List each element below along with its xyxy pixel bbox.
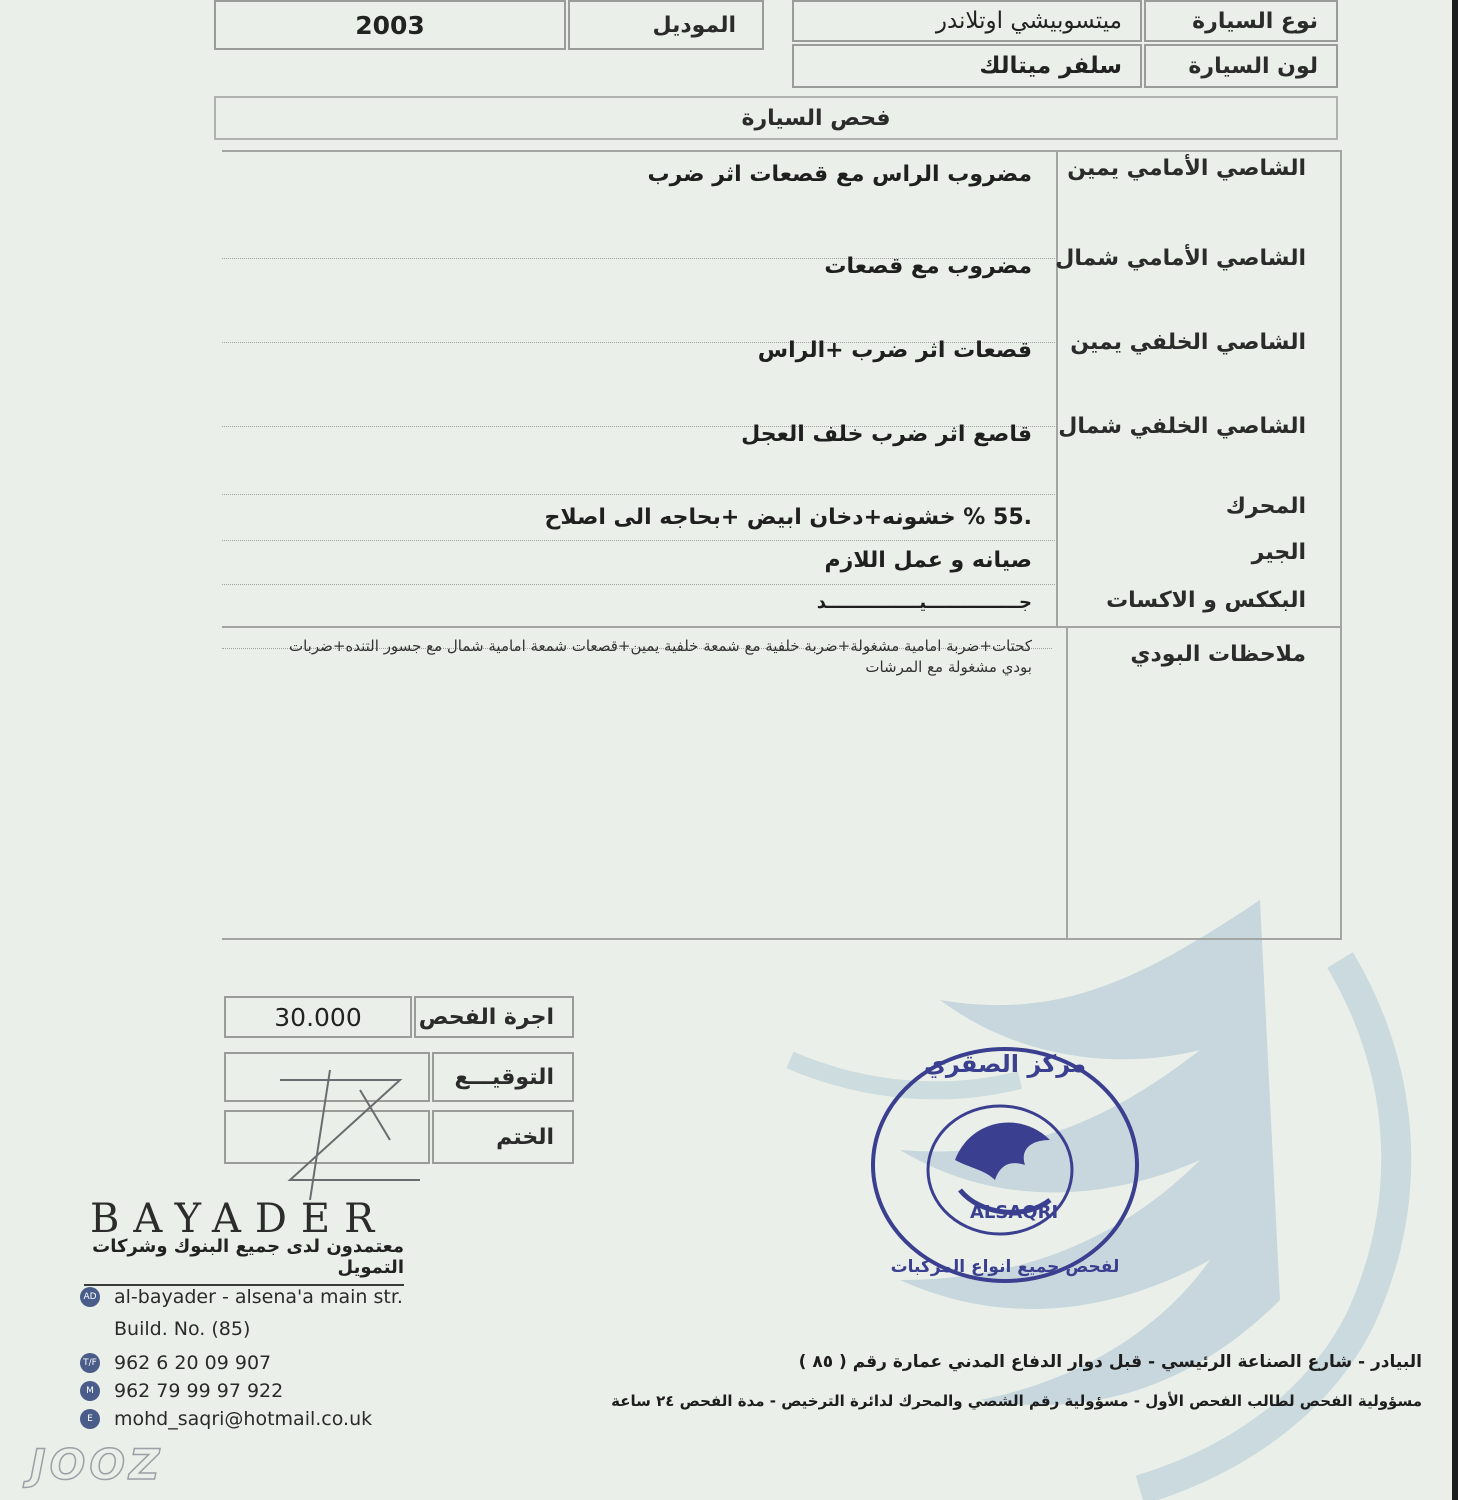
fee-label-cell (414, 996, 574, 1038)
body-notes-text: كحتات+ضربة امامية مشغولة+ضربة خلفية مع شمعة خلفية يمين+قصعات شمعة امامية شمال مع جسور التنده+ضربات بودي مشغولة مع المرشات (288, 637, 1032, 676)
inspection-label: الشاصي الأمامي شمال (1055, 246, 1306, 271)
inspection-value: .55 % خشونه+دخان ابيض +بحاجه الى اصلاح (544, 505, 1032, 530)
address-line (114, 1318, 250, 1340)
notes-divider (1066, 626, 1068, 940)
inspection-value: مضروب مع قصعات (824, 254, 1032, 279)
car-color-value-cell (792, 44, 1142, 88)
mobile-number: 962 79 99 97 922 (114, 1380, 284, 1402)
model-label: الموديل (652, 12, 736, 38)
stamp-latin: ALSAQRI (970, 1202, 1059, 1223)
brand-name: BAYADER (90, 1196, 389, 1242)
inspection-label: المحرك (1225, 494, 1306, 519)
phone-icon: T/F (80, 1353, 100, 1373)
row-line (222, 540, 1057, 541)
inspection-label: البككس و الاكسات (1106, 588, 1306, 613)
inspection-label: الجير (1251, 540, 1306, 565)
brand-subtitle: معتمدون لدى جميع البنوك وشركات التمويل (84, 1236, 404, 1286)
inspection-value: مضروب الراس مع قصعات اثر ضرب (647, 162, 1032, 187)
phone-number: 962 6 20 09 907 (114, 1352, 272, 1374)
stamp-label-cell (432, 1110, 574, 1164)
phone-line (80, 1352, 271, 1374)
footer-address: البيادر - شارع الصناعة الرئيسي - قبل دوار الدفاع المدني عمارة رقم ( ٨٥ ) (798, 1352, 1422, 1372)
section-title-bar (214, 96, 1338, 140)
body-notes-label: ملاحظات البودي (1130, 642, 1306, 667)
model-value-cell (214, 0, 566, 50)
car-type-label: نوع السيارة (1192, 8, 1318, 34)
car-color-label: لون السيارة (1188, 53, 1318, 79)
inspection-value: قاصع اثر ضرب خلف العجل (741, 422, 1032, 447)
email-line (80, 1408, 372, 1430)
fee-value: 30.000 (274, 1002, 362, 1032)
stamp-bottom-text: لفحص جميع انواع المركبات (890, 1257, 1120, 1277)
email-address: mohd_saqri@hotmail.co.uk (114, 1408, 373, 1430)
car-type-value: ميتسوبيشي اوتلاندر (935, 8, 1122, 34)
company-stamp (860, 1040, 1150, 1290)
inspection-label: الشاصي الخلفي يمين (1070, 330, 1306, 355)
mobile-line (80, 1380, 283, 1402)
inspection-value: صيانه و عمل اللازم (824, 548, 1032, 573)
signature-label-cell (432, 1052, 574, 1102)
row-line (222, 494, 1057, 495)
signature-scribble (250, 1060, 450, 1210)
stamp-top-text: مركز الصقري (923, 1050, 1087, 1078)
inspection-value: جـــــــــــــــيـــــــــــــــد (816, 592, 1032, 613)
fee-label: اجرة الفحص (418, 1004, 554, 1030)
address-line2: Build. No. (85) (114, 1318, 251, 1340)
mobile-icon: M (80, 1381, 100, 1401)
address-icon: AD (80, 1287, 100, 1307)
footer-disclaimer: مسؤولية الفحص لطالب الفحص الأول - مسؤولية رقم الشصي والمحرك لدائرة الترخيص - مدة الفحص ٢٤ ساعة (611, 1392, 1422, 1410)
inspection-value: قصعات اثر ضرب +الراس (757, 338, 1032, 363)
model-label-cell (568, 0, 764, 50)
fee-value-cell (224, 996, 412, 1038)
row-line (222, 584, 1057, 585)
row-line (222, 626, 1340, 628)
car-type-label-cell (1144, 0, 1338, 42)
model-value: 2003 (355, 10, 425, 40)
address-line (80, 1286, 403, 1308)
email-icon: E (80, 1409, 100, 1429)
inspection-label: الشاصي الأمامي يمين (1067, 156, 1306, 181)
signature-label: التوقيـــع (454, 1064, 554, 1090)
car-color-label-cell (1144, 44, 1338, 88)
section-title: فحص السيارة (741, 105, 891, 131)
car-color-value: سلفر ميتالك (979, 53, 1122, 79)
inspection-label: الشاصي الخلفي شمال (1058, 414, 1306, 439)
stamp-label: الختم (496, 1124, 554, 1150)
car-type-value-cell (792, 0, 1142, 42)
address-line1: al-bayader - alsena'a main str. (114, 1286, 403, 1308)
site-watermark-logo: JOOZ (30, 1440, 164, 1489)
